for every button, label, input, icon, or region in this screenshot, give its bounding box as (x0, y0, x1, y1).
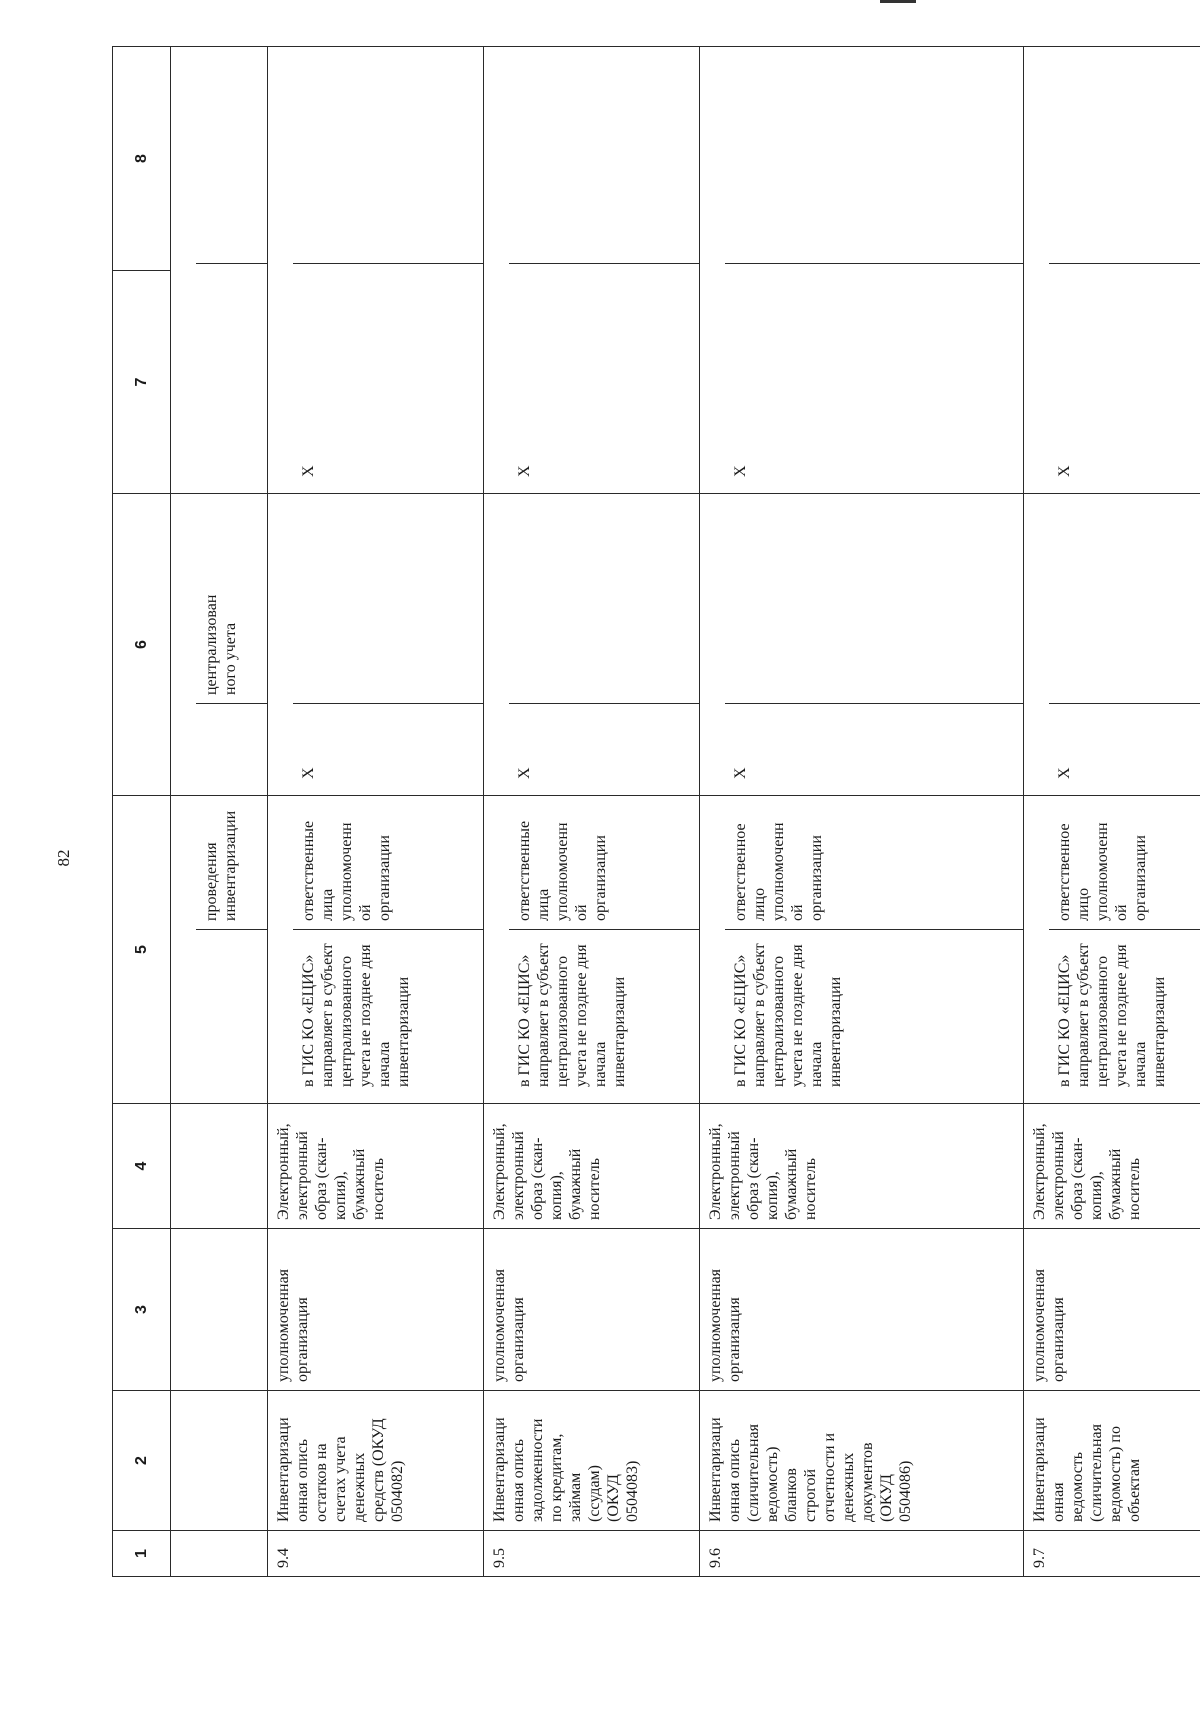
table-row (268, 47, 484, 1577)
responsible-person: ответственные лица уполномоченн ой организации (516, 820, 609, 921)
col7-mark: X (1049, 263, 1200, 485)
col8-value (293, 51, 484, 263)
row-number: 9.4 (268, 1531, 484, 1577)
executor: уполномоченная организация (484, 1229, 700, 1391)
header-col-7: 7 (113, 270, 170, 493)
col8-value (1049, 51, 1200, 263)
responsible-person: ответственное лицо уполномоченн ой организации (1056, 822, 1149, 921)
form-type: Электронный, электронный образ (скан- копия), бумажный носитель (700, 1104, 1024, 1229)
document-name: Инвентаризаци онная опись остатков на счетах учета денежных средств (ОКУД 0504082) (268, 1391, 484, 1531)
col7-mark: X (509, 263, 700, 485)
responsible-person: ответственное лицо уполномоченн ой организации (732, 822, 825, 921)
table-row (484, 47, 700, 1577)
executor: уполномоченная организация (268, 1229, 484, 1391)
header-col-8: 8 (133, 154, 150, 163)
col8-value (725, 51, 1024, 263)
header-col-5: 5 (113, 796, 171, 1104)
continuation-row (171, 47, 268, 1577)
form-type: Электронный, электронный образ (скан- копия), бумажный носитель (268, 1104, 484, 1229)
col6-mark: X (725, 703, 1024, 787)
submission-deadline: в ГИС КО «ЕЦИС» направляет в субъект централизованного учета не позднее дня начала инвентаризации (293, 929, 484, 1095)
responsible-person: ответственные лица уполномоченн ой организации (300, 820, 393, 921)
header-col-6: 6 (113, 494, 171, 796)
col7-mark: X (293, 263, 484, 485)
header-col-1: 1 (113, 1531, 171, 1577)
column-number-header-row (113, 47, 171, 1577)
col6-mark: X (293, 703, 484, 787)
header-col-4: 4 (113, 1104, 171, 1229)
table-row (1024, 47, 1200, 1577)
submission-deadline: в ГИС КО «ЕЦИС» направляет в субъект централизованного учета не позднее дня начала инвентаризации (509, 929, 700, 1095)
document-name: Инвентаризаци онная ведомость (сличительная ведомость) по объектам (1024, 1391, 1200, 1531)
document-name: Инвентаризаци онная опись (сличительная ведомость) бланков строгой отчетности и денежных документов (ОКУД 0504086) (700, 1391, 1024, 1531)
executor: уполномоченная организация (700, 1229, 1024, 1391)
col6-mark: X (509, 703, 700, 787)
row-number: 9.5 (484, 1531, 700, 1577)
col8-value (509, 51, 700, 263)
col7-mark: X (725, 263, 1024, 485)
document-name: Инвентаризаци онная опись задолженности по кредитам, займам (ссудам) (ОКУД 0504083) (484, 1391, 700, 1531)
table-row (700, 47, 1024, 1577)
header-col-2: 2 (113, 1391, 171, 1531)
executor: уполномоченная организация (1024, 1229, 1200, 1391)
page-number: 82 (54, 849, 73, 867)
continuation-col6-text: централизован ного учета (203, 594, 239, 695)
row-number: 9.6 (700, 1531, 1024, 1577)
header-col-3: 3 (113, 1229, 171, 1391)
continuation-col5-text: проведения инвентаризации (203, 810, 239, 921)
submission-deadline: в ГИС КО «ЕЦИС» направляет в субъект централизованного учета не позднее дня начала инвентаризации (1049, 929, 1200, 1095)
top-edge-mark (880, 0, 916, 3)
rotated-table-wrapper (112, 47, 1168, 1577)
form-type: Электронный, электронный образ (скан- копия), бумажный носитель (1024, 1104, 1200, 1229)
submission-deadline: в ГИС КО «ЕЦИС» направляет в субъект централизованного учета не позднее дня начала инвентаризации (725, 929, 1024, 1095)
form-type: Электронный, электронный образ (скан- копия), бумажный носитель (484, 1104, 700, 1229)
col6-mark: X (1049, 703, 1200, 787)
document-table (112, 46, 1200, 1577)
header-col-7-8 (113, 47, 171, 494)
row-number: 9.7 (1024, 1531, 1200, 1577)
